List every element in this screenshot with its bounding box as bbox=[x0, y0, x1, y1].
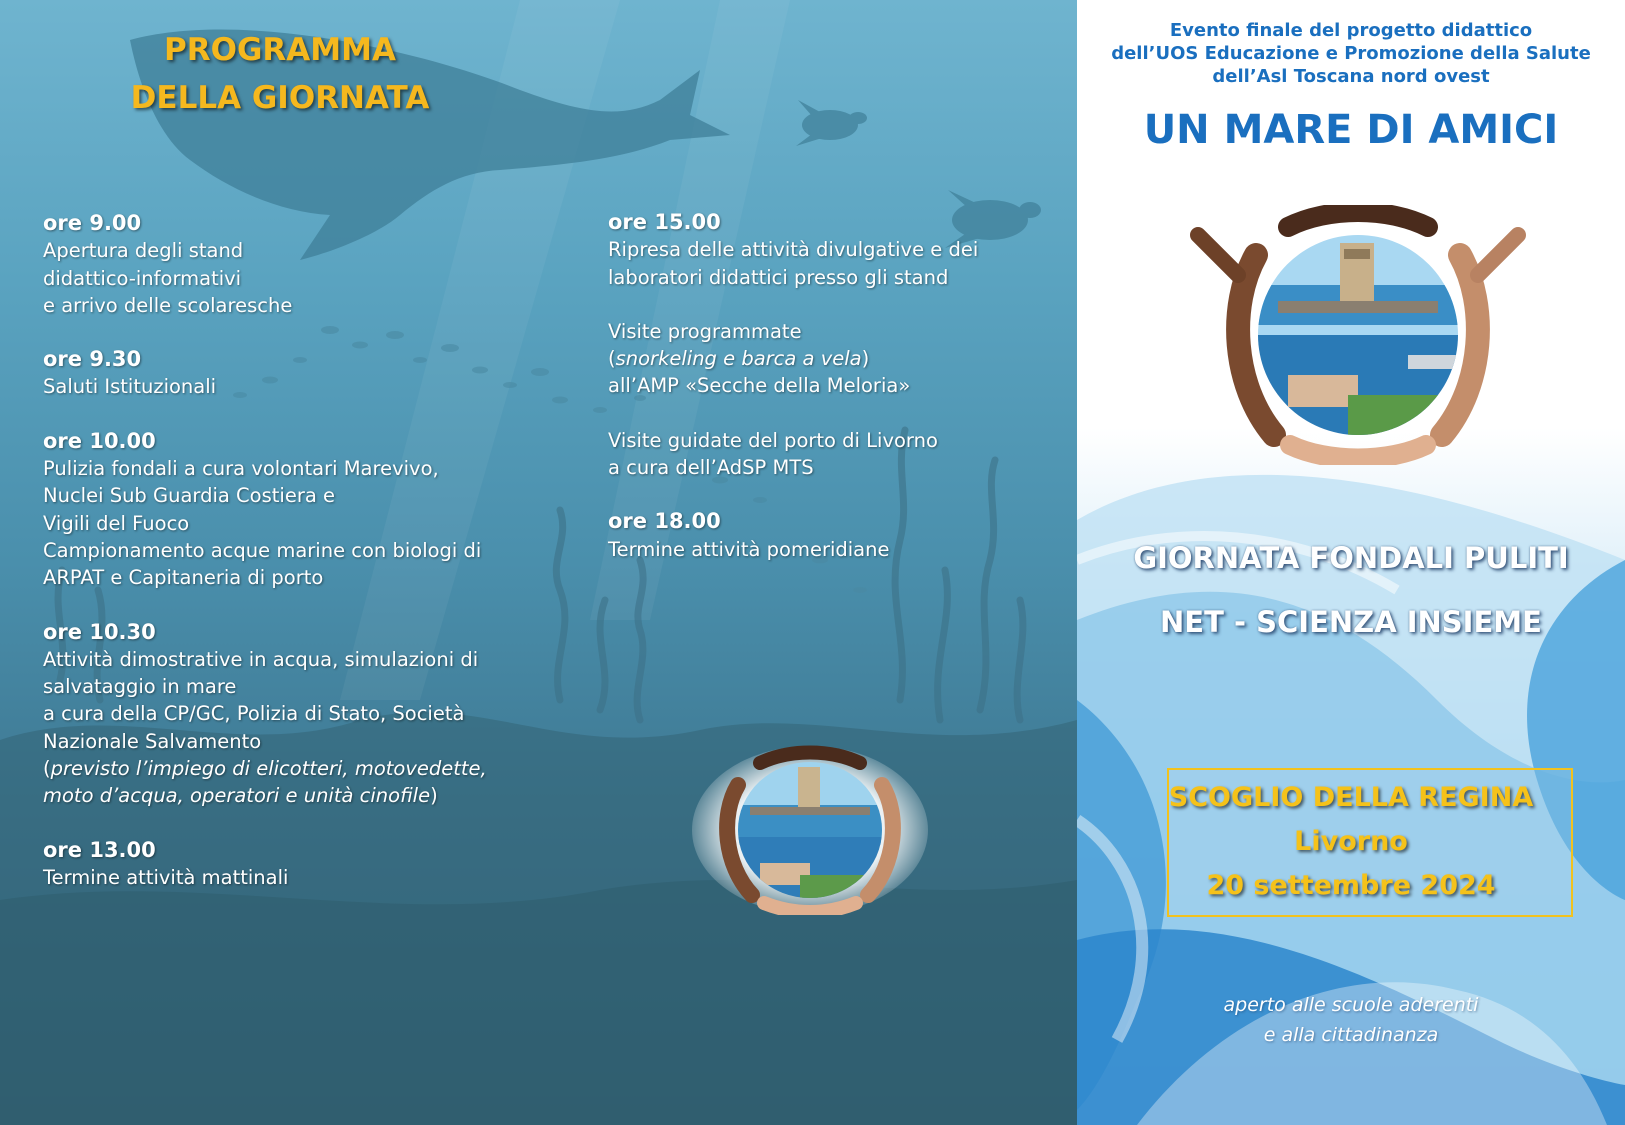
program-title-line2: DELLA GIORNATA bbox=[130, 80, 430, 116]
schedule-text: salvataggio in mare bbox=[43, 675, 237, 699]
schedule-text: Nazionale Salvamento bbox=[43, 729, 262, 753]
cover-panel bbox=[1077, 0, 1625, 1125]
schedule-text: Pulizia fondali a cura volontari Marevivo, bbox=[43, 457, 439, 481]
schedule-text: e arrivo delle scolaresche bbox=[43, 293, 293, 317]
schedule-note bbox=[608, 345, 978, 372]
location-name: SCOGLIO DELLA REGINA bbox=[1168, 782, 1534, 813]
schedule-note bbox=[43, 782, 487, 809]
intro-line: dell’Asl Toscana nord ovest bbox=[1212, 66, 1490, 87]
intro-line: dell’UOS Educazione e Promozione della Salute bbox=[1111, 43, 1591, 64]
schedule-item bbox=[43, 428, 487, 592]
note-italic: previsto l’impiego di elicotteri, motovedette, bbox=[50, 757, 487, 781]
note-italic: snorkeling e barca a vela bbox=[615, 347, 862, 371]
note-open: ( bbox=[608, 347, 616, 371]
location-city: Livorno bbox=[1294, 826, 1408, 857]
schedule-morning bbox=[43, 210, 487, 918]
schedule-item bbox=[608, 427, 978, 482]
hands-circle-image-large bbox=[1178, 205, 1538, 465]
note-italic: moto d’acqua, operatori e unità cinofile bbox=[43, 784, 431, 808]
event-date: 20 settembre 2024 bbox=[1206, 870, 1496, 901]
schedule-text: laboratori didattici presso gli stand bbox=[608, 265, 949, 289]
audience-line-1: aperto alle scuole aderenti bbox=[1223, 994, 1479, 1016]
schedule-item bbox=[43, 619, 487, 810]
schedule-text: Apertura degli stand bbox=[43, 239, 244, 263]
schedule-time: ore 9.30 bbox=[43, 347, 142, 372]
note-close: ) bbox=[430, 784, 438, 808]
schedule-text: Nuclei Sub Guardia Costiera e bbox=[43, 484, 335, 508]
event-subtitle-2: NET - SCIENZA INSIEME bbox=[1160, 605, 1542, 639]
audience-line-2: e alla cittadinanza bbox=[1263, 1024, 1439, 1046]
schedule-time: ore 18.00 bbox=[608, 509, 721, 534]
program-title bbox=[80, 26, 480, 122]
schedule-text: a cura della CP/GC, Polizia di Stato, Società bbox=[43, 702, 465, 726]
hands-circle-image-small bbox=[690, 745, 930, 915]
schedule-time: ore 13.00 bbox=[43, 837, 156, 862]
schedule-text: all’AMP «Secche della Meloria» bbox=[608, 374, 911, 398]
schedule-text: Attività dimostrative in acqua, simulazioni di bbox=[43, 647, 479, 671]
schedule-item bbox=[43, 210, 487, 319]
schedule-time: ore 10.00 bbox=[43, 428, 156, 453]
schedule-text: Visite guidate del porto di Livorno bbox=[608, 428, 938, 452]
schedule-text: Termine attività pomeridiane bbox=[608, 537, 890, 561]
schedule-item bbox=[43, 837, 487, 892]
schedule-text: Termine attività mattinali bbox=[43, 865, 289, 889]
schedule-time: ore 10.30 bbox=[43, 619, 156, 644]
schedule-text: ARPAT e Capitaneria di porto bbox=[43, 566, 324, 590]
schedule-time: ore 9.00 bbox=[43, 211, 142, 235]
event-title: UN MARE DI AMICI bbox=[1143, 107, 1559, 153]
schedule-item bbox=[43, 346, 487, 401]
schedule-item bbox=[608, 318, 978, 400]
schedule-afternoon bbox=[608, 209, 978, 590]
schedule-text: Saluti Istituzionali bbox=[43, 375, 217, 399]
event-subtitle-1: GIORNATA FONDALI PULITI bbox=[1133, 541, 1569, 575]
schedule-time: ore 15.00 bbox=[608, 210, 721, 234]
schedule-item bbox=[608, 209, 978, 291]
schedule-item bbox=[608, 508, 978, 563]
program-title-line1: PROGRAMMA bbox=[164, 32, 396, 68]
schedule-note bbox=[43, 755, 487, 782]
schedule-text: Visite programmate bbox=[608, 319, 802, 343]
note-close: ) bbox=[861, 347, 870, 371]
schedule-text: Vigili del Fuoco bbox=[43, 511, 190, 535]
note-open: ( bbox=[43, 757, 51, 781]
schedule-text: Campionamento acque marine con biologi di bbox=[43, 538, 482, 562]
schedule-text: Ripresa delle attività divulgative e dei bbox=[608, 238, 979, 262]
schedule-text: didattico-informativi bbox=[43, 266, 242, 290]
intro-line: Evento finale del progetto didattico bbox=[1169, 20, 1533, 41]
schedule-text: a cura dell’AdSP MTS bbox=[608, 456, 814, 480]
